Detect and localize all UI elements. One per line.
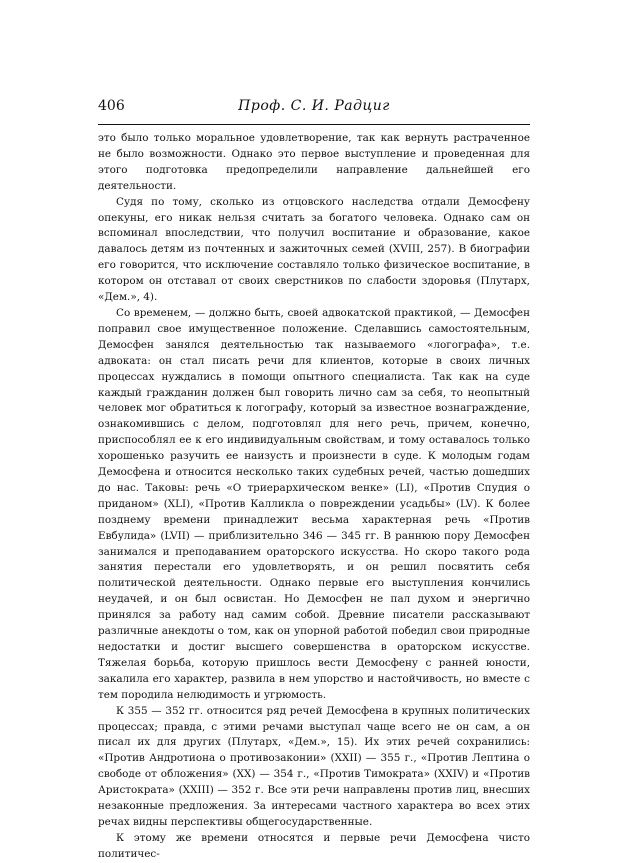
- paragraph: К этому же времени относятся и первые речи Демосфена чисто политичес-: [98, 831, 530, 860]
- paragraph: Со временем, — должно быть, своей адвокатской практикой, — Демосфен поправил свое имущественное положение. Сделавшись самостоятельным, Демосфен занялся деятельностью так называемого «логографа», т.е. адвоката: он стал писать речи для клиентов, которые в своих личных процессах нуждались в помощи опытного специалиста. Так как на суде каждый гражданин должен был говорить лично сам за себя, то неопытный человек мог обратиться к логографу, который за известное вознаграждение, ознакомившись с делом, подготовлял для него речь, причем, конечно, приспособлял ее к его индивидуальным свойствам, и тому оставалось только хорошенько разучить ее наизусть и произнести в суде. К молодым годам Демосфена и относится несколько таких судебных речей, частью дошедших до нас. Таковы: речь «О триерархическом венке» (LI), «Против Спудия о приданом» (XLI), «Против Калликла о повреждении усадьбы» (LV). К более позднему времени принадлежит весьма характерная речь «Против Евбулида» (LVII) — приблизительно 346 — 345 гг. В раннюю пору Демосфен занимался и преподаванием ораторского искусства. Но скоро такого рода занятия перестали его удовлетворять, и он решил посвятить себя политической деятельности. Однако первые его выступления кончились неудачей, и он был освистан. Но Демосфен не пал духом и энергично принялся за работу над самим собой. Древние писатели рассказывают различные анекдоты о том, как он упорной работой победил свои природные недостатки и достиг высшего совершенства в ораторском искусстве. Тяжелая борьба, которую пришлось вести Демосфену с ранней юности, закалила его характер, развила в нем упорство и настойчивость, но вместе с тем породила нелюдимость и угрюмость.: [98, 306, 530, 701]
- page-number: 406: [98, 98, 125, 114]
- running-head: Проф. С. И. Радциг: [238, 98, 390, 114]
- page-header: [98, 98, 530, 120]
- body-text: [98, 131, 530, 863]
- paragraph: Судя по тому, сколько из отцовского наследства отдали Демосфену опекуны, его никак нельзя считать за богатого человека. Однако сам он вспоминал впоследствии, что получил воспитание и образование, какое давалось детям из почтенных и зажиточных семей (XVIII, 257). В биографии его говорится, что исключение составляло только физическое воспитание, в котором он отставал от своих сверстников по слабости здоровья (Плутарх, «Дем.», 4).: [98, 195, 530, 304]
- header-rule: [98, 124, 530, 125]
- paragraph: это было только моральное удовлетворение, так как вернуть растраченное не было возможности. Однако это первое выступление и проведенная для этого подготовка предопределили направление дальнейшей его деятельности.: [98, 132, 530, 192]
- paragraph: К 355 — 352 гг. относится ряд речей Демосфена в крупных политических процессах; правда, с этими речами выступал чаще всего не он сам, а он писал их для других (Плутарх, «Дем.», 15). Их этих речей сохранились: «Против Андротиона о противозаконии» (XXII) — 355 г., «Против Лептина о свободе от обложения» (XX) — 354 г., «Против Тимократа» (XXIV) и «Против Аристократа» (XXIII) — 352 г. Все эти речи направлены против лиц, внесших незаконные предложения. За интересами частного характера во всех этих речах видны перспективы общегосударственные.: [98, 704, 530, 828]
- book-page: [98, 98, 530, 863]
